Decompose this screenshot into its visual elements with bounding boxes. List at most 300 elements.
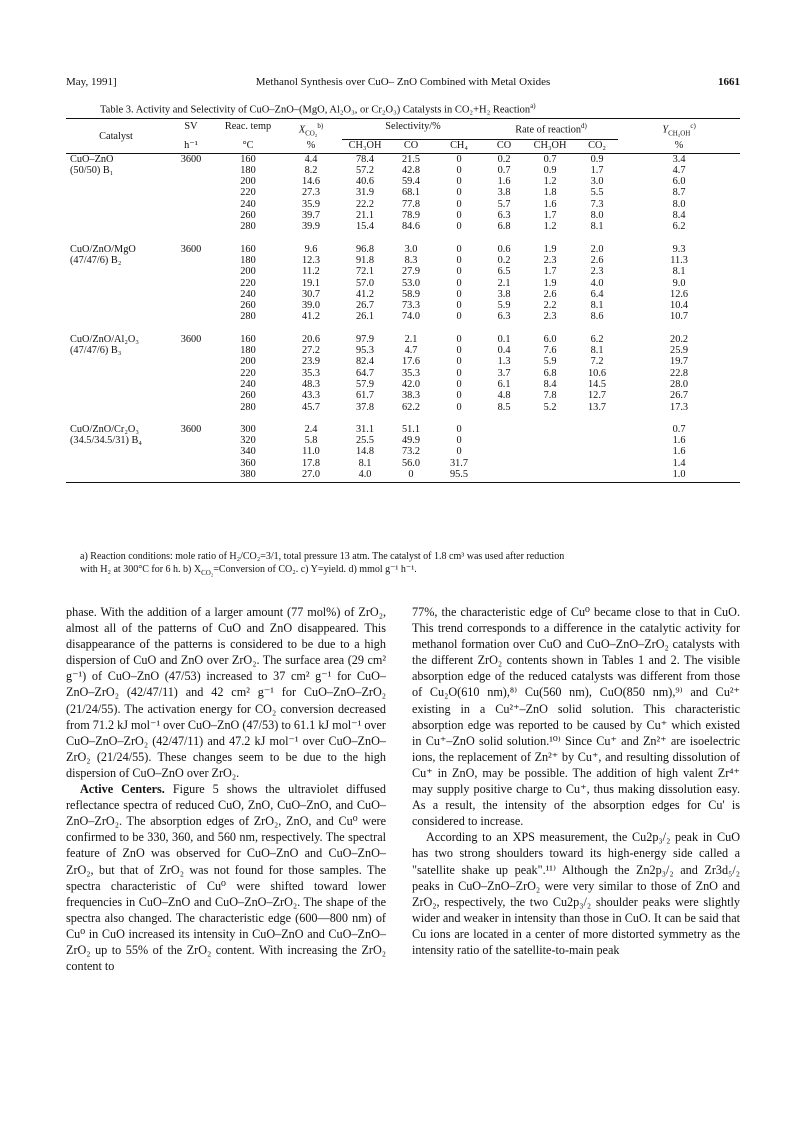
table-cell: 51.1 <box>401 423 421 435</box>
table-cell: 280 <box>240 401 256 413</box>
table-cell: 3.8 <box>497 288 511 300</box>
table-cell: 14.5 <box>588 378 607 390</box>
sv-cell <box>166 356 216 367</box>
table-cell: 0 <box>456 288 462 300</box>
table-cell: 5.2 <box>543 401 557 413</box>
table-cell: 240 <box>240 198 256 210</box>
table-cell: 0.1 <box>497 333 511 345</box>
table-cell: 20.2 <box>670 333 689 345</box>
table-cell: 200 <box>240 266 256 278</box>
table-row <box>66 390 740 401</box>
table-cell: 3.7 <box>497 367 511 379</box>
table-cell: 35.3 <box>301 367 321 379</box>
table-cell: 41.2 <box>301 311 321 323</box>
table-row <box>66 424 740 435</box>
table-cell: 0 <box>456 345 462 357</box>
catalyst-cell: CuO/ZnO/Al₂O₃ <box>70 333 139 345</box>
table-cell: 0.9 <box>543 164 557 176</box>
table-cell <box>484 458 524 469</box>
catalyst-cell <box>66 402 166 413</box>
group-spacer <box>66 323 740 334</box>
table-cell: 3.0 <box>404 243 418 255</box>
catalyst-cell <box>66 458 166 469</box>
table-cell: 0 <box>456 153 462 165</box>
table-cell: 240 <box>240 288 256 300</box>
catalyst-cell <box>66 356 166 367</box>
table-cell: 380 <box>216 469 280 483</box>
table-cell: 0 <box>456 435 462 447</box>
table-cell: 8.1 <box>590 300 604 312</box>
table-row <box>66 165 740 176</box>
table-cell: 27.2 <box>301 345 321 357</box>
table-cell: 300 <box>240 423 256 435</box>
table-cell: 14.8 <box>355 446 375 458</box>
table-cell: 0 <box>456 277 462 289</box>
table-cell: 15.4 <box>355 221 375 233</box>
table-cell: 0 <box>388 469 434 483</box>
table-cell: 220 <box>240 187 256 199</box>
table-row <box>66 334 740 345</box>
table-cell: 6.1 <box>497 378 511 390</box>
table-cell: 10.7 <box>670 311 689 323</box>
table-cell: 31.9 <box>355 187 375 199</box>
sv-cell: 3600 <box>180 333 202 345</box>
table-cell: 62.2 <box>401 401 421 413</box>
table-cell: 7.8 <box>543 390 557 402</box>
table-row <box>66 289 740 300</box>
table-cell: 43.3 <box>301 390 321 402</box>
header-title: Methanol Synthesis over CuO– ZnO Combined with Metal Oxides <box>255 76 551 88</box>
col-temp: Reac. temp <box>216 119 280 140</box>
catalyst-cell: CuO/ZnO/Cr₂O₃ <box>70 423 139 435</box>
table-cell <box>484 469 524 483</box>
sv-cell <box>166 368 216 379</box>
table-cell: 360 <box>240 457 256 469</box>
spacer-cell <box>66 233 740 244</box>
table-row <box>66 153 740 165</box>
paragraph-xps: According to an XPS measurement, the Cu2p₃/₂ peak in CuO has two strong shoulders toward its high-energy side called a "satellite shake up peak".¹¹⁾ Although the Zn2p₃/₂ and Zr3d₅/₂ peaks in CuO–ZnO–ZrO₂ were very similar to those of ZnO and ZrO₂, respectively, the two Cu2p₃/₂ shoulder peaks were slightly wider and weaker in intensity than those in CuO. It can be said that Cu ions are located in a center of more distorted symmetry as the intensity ratio of the satellite-to-main peak <box>412 830 740 957</box>
table-cell: 0 <box>456 176 462 188</box>
table-cell: 0 <box>456 266 462 278</box>
table-cell: 95.5 <box>434 469 484 483</box>
sv-cell <box>166 255 216 266</box>
table-cell: 6.5 <box>497 266 511 278</box>
table-cell: 22.2 <box>355 198 375 210</box>
catalyst-cell <box>66 379 166 390</box>
table-cell: 30.7 <box>301 288 321 300</box>
table-cell: 22.8 <box>670 367 689 379</box>
table-3 <box>66 118 740 483</box>
table-cell: 25.9 <box>670 345 689 357</box>
table-cell: 64.7 <box>355 367 375 379</box>
table-cell <box>524 458 576 469</box>
table-cell: 0.6 <box>497 243 511 255</box>
table-cell: 11.2 <box>302 266 320 278</box>
table-cell: 19.1 <box>301 277 321 289</box>
table-cell: 1.2 <box>543 176 557 188</box>
table-cell <box>576 424 618 435</box>
col-selectivity: Selectivity/% <box>342 119 484 140</box>
table-row <box>66 368 740 379</box>
sv-cell <box>166 210 216 221</box>
catalyst-cell <box>66 187 166 198</box>
table-row <box>66 458 740 469</box>
table-row <box>66 244 740 255</box>
table-cell: 12.6 <box>670 288 689 300</box>
table-cell: 8.1 <box>590 345 604 357</box>
table-cell: 0 <box>456 254 462 266</box>
sv-cell: 3600 <box>180 423 202 435</box>
sub-co: CO <box>388 140 434 153</box>
table-row <box>66 187 740 198</box>
table-cell: 20.6 <box>301 333 321 345</box>
table-cell: 72.1 <box>355 266 375 278</box>
table-cell: 2.1 <box>497 277 511 289</box>
table-cell: 0 <box>456 243 462 255</box>
table-cell: 1.6 <box>672 435 686 447</box>
table-cell: 5.5 <box>590 187 604 199</box>
table-cell: 1.7 <box>543 210 557 222</box>
catalyst-cell <box>66 311 166 322</box>
table-cell: 1.8 <box>543 187 557 199</box>
table-cell: 26.1 <box>355 311 375 323</box>
col-yield: $Y_{CH_3OH}^{c)}$ <box>618 119 740 140</box>
table-cell: 1.9 <box>543 277 557 289</box>
table-cell: 25.5 <box>355 435 375 447</box>
sv-cell <box>166 390 216 401</box>
table-cell: 77.8 <box>401 198 421 210</box>
table-cell: 39.0 <box>301 300 321 312</box>
table-cell: 17.6 <box>401 356 421 368</box>
table-row <box>66 176 740 187</box>
table-cell: 0.7 <box>543 153 557 165</box>
table-cell: 8.3 <box>404 254 418 266</box>
table-cell: 340 <box>240 446 256 458</box>
sv-cell <box>166 402 216 413</box>
table-cell: 0.4 <box>497 345 511 357</box>
table-cell: 8.4 <box>543 378 557 390</box>
table-row <box>66 469 740 483</box>
sv-cell <box>166 311 216 322</box>
table-cell: 26.7 <box>355 300 375 312</box>
table-cell: 2.6 <box>590 254 604 266</box>
catalyst-cell: CuO/ZnO/MgO <box>70 243 136 255</box>
catalyst-cell <box>66 221 166 232</box>
table-cell: 8.4 <box>672 210 686 222</box>
table-cell <box>524 424 576 435</box>
table-cell: 6.0 <box>543 333 557 345</box>
table-cell: 180 <box>240 164 256 176</box>
sv-cell <box>166 199 216 210</box>
table-cell: 0 <box>456 390 462 402</box>
catalyst-cell <box>66 199 166 210</box>
table-cell <box>524 435 576 446</box>
table-cell: 8.2 <box>304 164 318 176</box>
table-cell: 21.1 <box>355 210 375 222</box>
table-cell: 11.3 <box>670 254 688 266</box>
table-cell: 39.7 <box>301 210 321 222</box>
table-cell: 0 <box>456 446 462 458</box>
table-cell: 0.2 <box>497 254 511 266</box>
table-cell: 6.8 <box>543 367 557 379</box>
catalyst-cell <box>66 368 166 379</box>
header-date: May, 1991] <box>66 76 117 88</box>
table-cell: 0.9 <box>590 153 604 165</box>
table-cell <box>524 446 576 457</box>
table-cell: 74.0 <box>401 311 421 323</box>
table-body <box>66 153 740 483</box>
catalyst-cell <box>66 289 166 300</box>
table-cell: 57.2 <box>355 164 375 176</box>
table-cell: 8.0 <box>590 210 604 222</box>
table-cell: 5.8 <box>304 435 318 447</box>
col-catalyst: Catalyst <box>66 119 166 154</box>
table-cell: 200 <box>240 356 256 368</box>
col-xco2: $X_{CO_2}^{b)}$ <box>280 119 342 140</box>
table-cell <box>576 458 618 469</box>
footnote-line-2: with H₂ at 300°C for 6 h. b) $X_{CO_2}=Conversion$ of CO₂. c) Y=yield. d) mmol g⁻¹ h⁻¹. <box>80 563 417 577</box>
sv-cell <box>166 266 216 277</box>
table-cell: 73.2 <box>401 446 421 458</box>
table-cell: 6.0 <box>672 176 686 188</box>
table-cell: 10.6 <box>588 367 607 379</box>
table-cell: 28.0 <box>670 378 689 390</box>
table-cell: 0 <box>456 333 462 345</box>
table-cell: 84.6 <box>401 221 421 233</box>
table-cell: 3.0 <box>590 176 604 188</box>
sv-cell <box>166 187 216 198</box>
table-cell: 8.6 <box>590 311 604 323</box>
table-cell: 73.3 <box>401 300 421 312</box>
table-caption-note: a) <box>530 102 536 110</box>
table-cell: 42.8 <box>401 164 421 176</box>
table-cell: 2.3 <box>543 311 557 323</box>
table-cell: 39.9 <box>301 221 321 233</box>
table-cell: 6.2 <box>590 333 604 345</box>
table-row <box>66 345 740 356</box>
table-cell: 7.2 <box>590 356 604 368</box>
table-cell: 95.3 <box>355 345 375 357</box>
table-row <box>66 311 740 322</box>
table-cell <box>576 446 618 457</box>
table-cell: 4.7 <box>672 164 686 176</box>
table-cell: 200 <box>240 176 256 188</box>
table-cell: 240 <box>240 378 256 390</box>
table-cell: 31.7 <box>450 457 469 469</box>
table-cell: 7.6 <box>543 345 557 357</box>
sv-cell <box>166 458 216 469</box>
table-cell: 49.9 <box>401 435 421 447</box>
table-cell: 40.6 <box>355 176 375 188</box>
table-footnotes <box>80 551 744 579</box>
sub-rate-co: CO <box>484 140 524 153</box>
table-cell: 2.3 <box>543 254 557 266</box>
table-cell: 26.7 <box>670 390 689 402</box>
paragraph-absorption: 77%, the characteristic edge of Cu⁰ became close to that in CuO. This trend corresponds to a difference in the catalytic activity for methanol formation over CuO and CuO–ZnO–ZrO₂ catalysts with the different ZrO₂ contents shown in Tables 1 and 2. The visible absorption edge of the reduced catalysts was different from those of Cu₂O(610 nm),⁸⁾ Cu(560 nm), CuO(850 nm),⁹⁾ and Cu²⁺ existing in a Cu²⁺–ZnO solid solution. This characteristic absorption edge was reported to be caused by Cu⁺ which existed in Cu⁺–ZnO solid solution.¹⁰⁾ Since Cu⁺ and Zn²⁺ are isoelectric ions, the replacement of Zn²⁺ by Cu⁺, and resulting dissolution of Cu⁺ in ZnO, may be possible. The addition of high valent Zr⁴⁺ may supply positive charge to Cu⁺, thus making dissolution easy. As a result, the intensity of the absorption edges for Cu' is considered to increase. <box>412 605 740 829</box>
sv-cell <box>166 300 216 311</box>
table-cell: 97.9 <box>355 333 375 345</box>
table-cell: 8.1 <box>590 221 604 233</box>
sv-cell <box>166 469 216 483</box>
table-cell: 0 <box>456 356 462 368</box>
table-row <box>66 210 740 221</box>
table-cell: 280 <box>240 221 256 233</box>
table-cell: 0 <box>456 378 462 390</box>
unit-xco2: % <box>280 140 342 153</box>
table-cell: 21.5 <box>401 153 421 165</box>
table-cell: 0.7 <box>497 164 511 176</box>
table-cell: 2.3 <box>590 266 604 278</box>
table-cell: 27.3 <box>301 187 321 199</box>
table-cell: 160 <box>240 243 256 255</box>
sv-cell <box>166 221 216 232</box>
table-cell: 61.7 <box>355 390 375 402</box>
table-cell: 0 <box>456 300 462 312</box>
table-cell: 2.4 <box>304 423 318 435</box>
table-cell: 160 <box>240 153 256 165</box>
table-cell: 68.1 <box>401 187 421 199</box>
table-cell: 260 <box>240 210 256 222</box>
running-header <box>66 76 740 90</box>
catalyst-cell: (50/50) B₁ <box>70 164 114 176</box>
table-cell: 1.6 <box>672 446 686 458</box>
table-row <box>66 446 740 457</box>
table-cell: 0 <box>456 164 462 176</box>
table-cell: 0 <box>456 198 462 210</box>
paragraph-active-centers: Active Centers. Figure 5 shows the ultraviolet diffused reflectance spectra of reduced CuO, ZnO, CuO–ZnO, and CuO–ZnO–ZrO₂. The absorption edges of ZrO₂, ZnO, and Cu⁰ were confirmed to be 330, 360, and 560 nm, respectively. The spectral feature of ZnO was observed for CuO–ZnO and CuO–ZnO–ZrO₂, but that of ZrO₂ was not found for those samples. The spectra characteristic of Cu⁰ were shifted toward lower frequencies in CuO–ZnO and CuO–ZnO–ZrO₂. The shape of the spectra also changed. The characteristic edge (600—800 nm) of Cu⁰ in CuO increased its intensity in CuO–ZnO and CuO–ZnO–ZrO₂ up to 55% of the ZrO₂ content. With increasing the ZrO₂ content to <box>66 782 386 974</box>
sv-cell: 3600 <box>180 153 202 165</box>
sv-cell <box>166 165 216 176</box>
table-cell: 8.1 <box>672 266 686 278</box>
table-cell: 10.4 <box>670 300 689 312</box>
table-cell: 260 <box>240 390 256 402</box>
table-cell: 37.8 <box>355 401 375 413</box>
table-cell: 13.7 <box>588 401 607 413</box>
table-cell: 27.9 <box>401 266 421 278</box>
sub-rate-ch3oh: CH₃OH <box>524 140 576 153</box>
group-spacer <box>66 413 740 424</box>
catalyst-cell: (34.5/34.5/31) B₄ <box>70 435 142 447</box>
sv-cell <box>166 278 216 289</box>
table-row <box>66 300 740 311</box>
unit-yield: % <box>618 140 740 153</box>
table-cell: 9.0 <box>672 277 686 289</box>
table-cell: 12.7 <box>588 390 607 402</box>
table-cell: 17.8 <box>301 457 321 469</box>
activity-table <box>66 118 740 483</box>
left-column <box>66 604 386 974</box>
table-cell: 9.3 <box>672 243 686 255</box>
table-cell: 1.0 <box>618 469 740 483</box>
table-cell: 12.3 <box>301 254 321 266</box>
table-cell: 8.7 <box>672 187 686 199</box>
table-cell: 41.2 <box>355 288 375 300</box>
sv-cell <box>166 435 216 446</box>
catalyst-cell: (47/47/6) B₂ <box>70 254 122 266</box>
catalyst-cell <box>66 300 166 311</box>
catalyst-cell <box>66 278 166 289</box>
table-cell: 17.3 <box>670 401 689 413</box>
table-cell: 220 <box>240 277 256 289</box>
table-cell: 0 <box>456 221 462 233</box>
table-cell: 6.2 <box>672 221 686 233</box>
catalyst-cell: CuO–ZnO <box>70 153 114 165</box>
table-cell: 2.2 <box>543 300 557 312</box>
unit-sv: h⁻¹ <box>166 140 216 153</box>
table-row <box>66 402 740 413</box>
table-cell: 9.6 <box>304 243 318 255</box>
table-cell: 280 <box>240 311 256 323</box>
table-cell: 35.9 <box>301 198 321 210</box>
catalyst-cell <box>66 446 166 457</box>
table-cell: 1.6 <box>497 176 511 188</box>
table-cell <box>576 469 618 483</box>
table-cell: 1.7 <box>543 266 557 278</box>
table-cell: 260 <box>240 300 256 312</box>
col-sv: SV <box>166 119 216 140</box>
table-cell: 4.7 <box>404 345 418 357</box>
table-cell: 78.4 <box>355 153 375 165</box>
table-cell <box>576 435 618 446</box>
table-cell: 3.4 <box>672 153 686 165</box>
table-cell: 91.8 <box>355 254 375 266</box>
table-cell: 8.5 <box>497 401 511 413</box>
table-cell: 220 <box>240 367 256 379</box>
table-cell <box>484 424 524 435</box>
catalyst-cell <box>66 469 166 483</box>
table-cell: 180 <box>240 345 256 357</box>
col-rate: Rate of reaction$^{d)}$ <box>484 119 618 140</box>
table-row <box>66 199 740 210</box>
table-cell: 0 <box>456 311 462 323</box>
table-row <box>66 278 740 289</box>
table-cell: 4.0 <box>342 469 388 483</box>
catalyst-cell <box>66 266 166 277</box>
table-cell: 1.6 <box>543 198 557 210</box>
table-cell: 0 <box>456 210 462 222</box>
table-cell: 4.4 <box>304 153 318 165</box>
sub-ch3oh: CH₃OH <box>342 140 388 153</box>
table-cell: 42.0 <box>401 378 421 390</box>
group-spacer <box>66 233 740 244</box>
table-cell: 8.1 <box>358 457 372 469</box>
table-cell: 82.4 <box>355 356 375 368</box>
table-cell: 35.3 <box>401 367 421 379</box>
table-cell: 320 <box>240 435 256 447</box>
table-row <box>66 221 740 232</box>
table-cell: 7.3 <box>590 198 604 210</box>
table-cell: 2.0 <box>590 243 604 255</box>
table-cell: 23.9 <box>301 356 321 368</box>
sub-ch4: CH₄ <box>434 140 484 153</box>
table-cell: 1.7 <box>590 164 604 176</box>
paragraph-phase: phase. With the addition of a larger amount (77 mol%) of ZrO₂, almost all of the patterns of CuO and ZnO disappeared. This disappearance of the patterns is considered to be due to a high dispersion of CuO and ZnO over ZrO₂. The surface area (29 cm² g⁻¹) of CuO–ZnO (47/53) increased to 37 cm² g⁻¹ for CuO–ZnO–ZrO₂ (42/47/11) and 42 cm² g⁻¹ for CuO–ZnO–ZrO₂ (21/24/55). The activation energy for CO₂ conversion decreased from 71.2 kJ mol⁻¹ over CuO–ZnO (47/53) to 61.1 kJ mol⁻¹ over CuO–ZnO–ZrO₂ (42/47/11) and 47.2 kJ mol⁻¹ over CuO–ZnO–ZrO₂ (21/24/55). These changes seem to be due to the high dispersion of CuO–ZnO over ZrO₂. <box>66 605 386 780</box>
table-cell: 19.7 <box>670 356 689 368</box>
table-cell: 0.7 <box>672 423 686 435</box>
table-cell: 6.3 <box>497 311 511 323</box>
table-row <box>66 255 740 266</box>
table-cell: 96.8 <box>355 243 375 255</box>
section-heading-active-centers: Active Centers. <box>80 782 165 797</box>
right-column <box>412 604 740 958</box>
catalyst-cell <box>66 210 166 221</box>
table-cell: 0 <box>456 401 462 413</box>
table-cell: 160 <box>240 333 256 345</box>
footnote-line-1: a) Reaction conditions: mole ratio of H₂/CO₂=3/1, total pressure 13 atm. The catalyst of 1.8 cm³ was used after reduction <box>80 551 565 562</box>
table-cell: 1.9 <box>543 243 557 255</box>
sv-cell <box>166 446 216 457</box>
table-cell: 180 <box>240 254 256 266</box>
